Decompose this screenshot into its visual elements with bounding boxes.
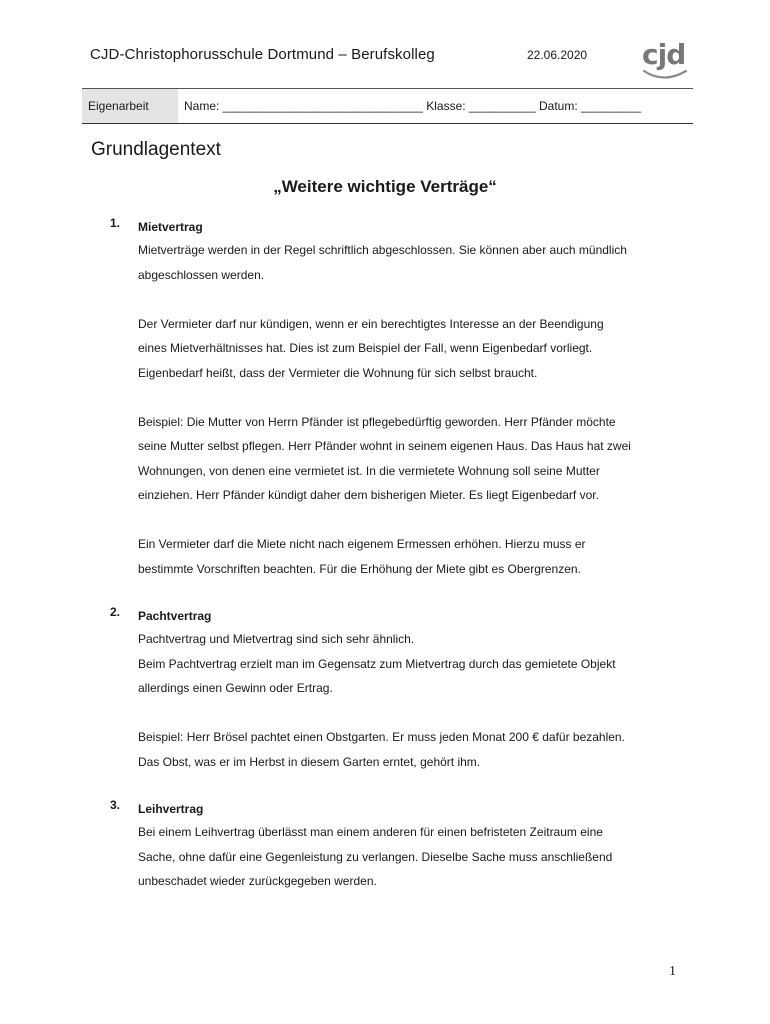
text-line: Wohnungen, von denen eine vermietet ist. In die vermietete Wohnung soll seine Mutter	[138, 463, 600, 478]
item-number: 1.	[110, 216, 121, 230]
header-date: 22.06.2020	[527, 48, 588, 62]
text-line: Beispiel: Herr Brösel pachtet einen Obstgarten. Er muss jeden Monat 200 € dafür bezahlen.	[138, 730, 625, 744]
text-line: Das Obst, was er im Herbst in diesem Garten erntet, gehört ihm.	[138, 754, 481, 769]
document-body	[110, 216, 680, 894]
list-item	[110, 605, 680, 774]
school-name: CJD-Christophorusschule Dortmund – Berufskolleg	[90, 46, 435, 63]
text-line: Sache, ohne dafür eine Gegenleistung zu verlangen. Dieselbe Sache muss anschließend	[138, 849, 613, 864]
list-item	[110, 216, 680, 581]
info-bar	[82, 88, 693, 124]
text-line: Bei einem Leihvertrag überlässt man einem anderen für einen befristeten Zeitraum eine	[138, 825, 603, 839]
text-line: unbeschadet wieder zurückgegeben werden.	[138, 874, 377, 888]
text-line: Eigenbedarf heißt, dass der Vermieter die Wohnung für sich selbst braucht.	[138, 365, 538, 380]
item-number: 3.	[110, 798, 121, 812]
section-title: Grundlagentext	[91, 139, 221, 160]
text-line: bestimmte Vorschriften beachten. Für die Erhöhung der Miete gibt es Obergrenzen.	[138, 561, 581, 576]
logo-text: cjd	[642, 38, 686, 71]
item-heading: Pachtvertrag	[138, 609, 212, 623]
text-line: allerdings einen Gewinn oder Ertrag.	[138, 681, 333, 695]
list-item	[110, 798, 680, 894]
text-line: Der Vermieter darf nur kündigen, wenn er ein berechtigtes Interesse an der Beendigung	[138, 316, 604, 331]
main-title: „Weitere wichtige Verträge“	[273, 177, 497, 196]
text-line: Pachtvertrag und Mietvertrag sind sich sehr ähnlich.	[138, 632, 415, 646]
text-line: abgeschlossen werden.	[138, 267, 265, 282]
text-line: einziehen. Herr Pfänder kündigt daher dem bisherigen Mieter. Es liegt Eigenbedarf vor.	[138, 488, 599, 502]
text-line: seine Mutter selbst pflegen. Herr Pfänder wohnt in seinem eigenen Haus. Das Haus hat zwei	[138, 439, 631, 453]
text-line: Mietverträge werden in der Regel schriftlich abgeschlossen. Sie können aber auch mündlich	[138, 243, 627, 257]
cjd-logo	[642, 38, 688, 84]
text-line: Beim Pachtvertrag erzielt man im Gegensatz zum Mietvertrag durch das gemietete Objekt	[138, 656, 616, 671]
logo-smile-icon	[642, 68, 688, 82]
text-line: eines Mietverhältnisses hat. Dies ist zum Beispiel der Fall, wenn Eigenbedarf vorliegt.	[138, 341, 593, 355]
page-number: 1	[669, 964, 676, 979]
item-heading: Mietvertrag	[138, 220, 203, 234]
item-number: 2.	[110, 605, 121, 619]
student-fields: Name: ______________________________ Klasse: __________ Datum: _________	[184, 99, 642, 113]
text-line: Ein Vermieter darf die Miete nicht nach eigenem Ermessen erhöhen. Hierzu muss er	[138, 537, 586, 551]
task-type-label: Eigenarbeit	[82, 89, 178, 123]
item-heading: Leihvertrag	[138, 802, 204, 816]
text-line: Beispiel: Die Mutter von Herrn Pfänder ist pflegebedürftig geworden. Herr Pfänder möchte	[138, 414, 616, 429]
